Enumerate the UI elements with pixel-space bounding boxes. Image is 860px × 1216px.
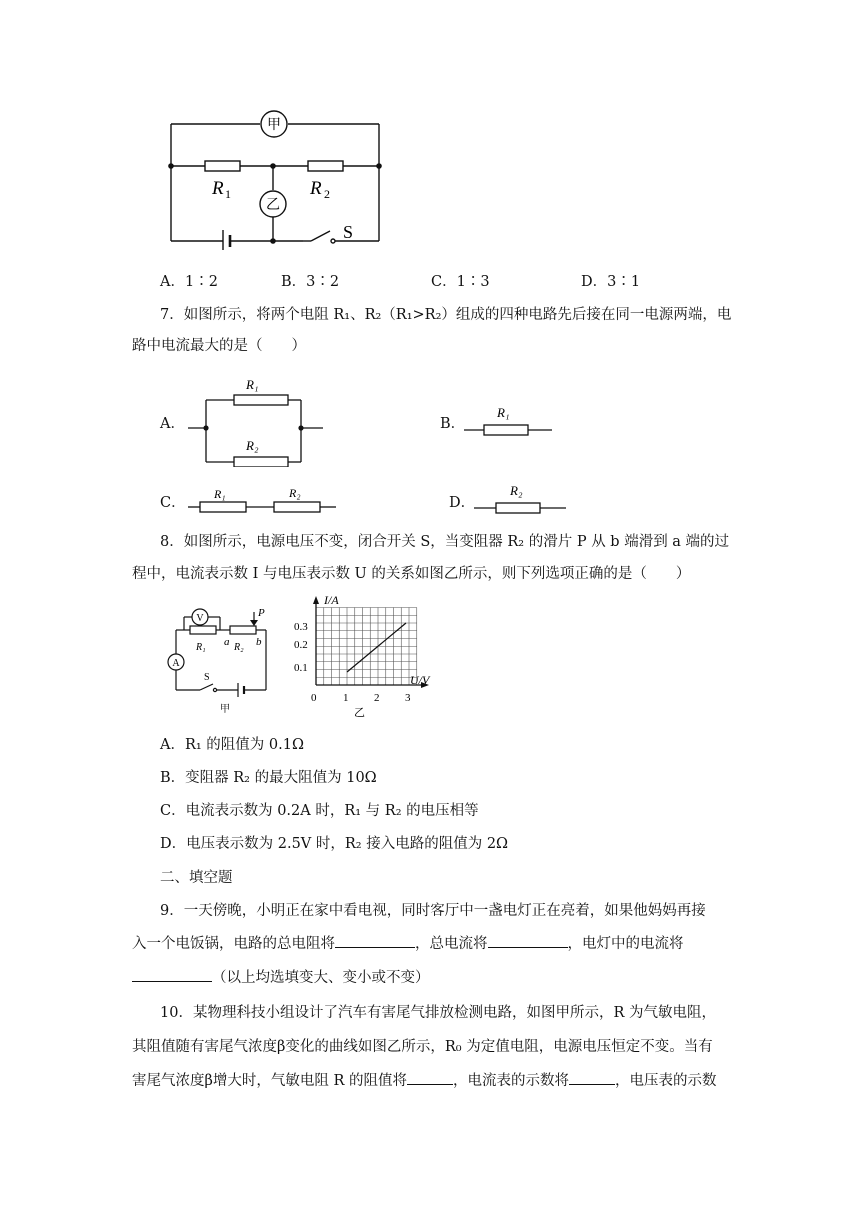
q7b-r1-label: R₁ [497,405,510,420]
q7-line2: 路中电流最大的是（ ） [132,338,306,354]
q9-text-c: ，电灯中的电流将 [567,936,684,952]
xtick-3: 3 [405,692,411,704]
q8-fig-yi-caption: 乙 [354,707,365,719]
q10-text-a: 害尾气浓度β增大时，气敏电阻 R 的阻值将 [132,1073,408,1089]
q7-line1: 7．如图所示，将两个电阻 R₁、R₂（R₁>R₂）组成的四种电路先后接在同一电源两端，电 [160,307,732,323]
q9-text-a: 入一个电饭锅，电路的总电阻将 [132,936,335,952]
r2-label: R [310,178,322,199]
r1-sub: 1 [225,187,231,201]
slider-p-label: P [258,607,265,619]
q6-option-a: A．1∶2 [160,274,218,290]
q10-blank-2[interactable] [569,1070,615,1085]
ytick-02: 0.2 [294,639,308,651]
ytick-01: 0.1 [294,662,308,674]
ammeter-label: A [172,658,180,669]
q8-iu-graph [290,590,440,720]
q7-option-c-label: C． [160,495,186,511]
q10-text-b: ，电流表的示数将 [453,1073,570,1089]
q8-option-a: A．R₁ 的阻值为 0.1Ω [160,737,305,753]
q8-line1: 8．如图所示，电源电压不变，闭合开关 S，当变阻器 R₂ 的滑片 P 从 b 端滑到 a 端的过 [160,534,730,550]
q8-switch-label: S [204,672,210,683]
q7-option-c-circuit [188,478,338,518]
q6-option-c: C．1∶3 [431,274,490,290]
q9-text-b: ，总电流将 [415,936,488,952]
q8-circuit-figure [160,600,285,715]
q7a-r1-label: R₁ [246,377,259,392]
q10-text-c: ，电压表的示数 [615,1073,717,1089]
q7-option-b-label: B． [440,416,466,432]
q8-line2: 程中，电流表示数 I 与电压表示数 U 的关系如图乙所示，则下列选项正确的是（ ） [132,566,691,582]
meter-jia-label: 甲 [267,118,281,133]
q8-option-c: C．电流表示数为 0.2A 时，R₁ 与 R₂ 的电压相等 [160,803,479,819]
q10-line1: 10．某物理科技小组设计了汽车有害尾气排放检测电路，如图甲所示，R 为气敏电阻， [160,1005,716,1021]
graph-grid [316,608,417,686]
q9-text-d: （以上均选填变大、变小或不变） [212,970,430,986]
q7-option-d-label: D． [449,495,476,511]
q7-option-a-circuit [188,372,328,467]
ytick-03: 0.3 [294,621,308,633]
q7-option-a-label: A． [160,416,185,432]
q8-option-d: D．电压表示数为 2.5V 时，R₂ 接入电路的阻值为 2Ω [160,836,509,852]
q9-blank-2[interactable] [488,933,568,948]
q6-option-b: B．3∶2 [281,274,340,290]
q10-blank-1[interactable] [407,1070,453,1085]
voltmeter-label: V [196,613,204,624]
r2-sub: 2 [324,187,330,201]
q9-line3 [132,966,430,987]
q9-line2 [132,932,684,953]
q6-circuit-figure [160,104,390,250]
xtick-0: 0 [311,692,317,704]
q8-r1-label: R₁ [196,642,206,653]
r1-label: R [212,178,224,199]
q7-option-b-circuit [464,400,559,440]
q8-r2-label: R₂ [234,642,244,653]
q8-option-b: B．变阻器 R₂ 的最大阻值为 10Ω [160,770,377,786]
q9-line1: 9．一天傍晚，小明正在家中看电视，同时客厅中一盏电灯正在亮着，如果他妈妈再接 [160,903,706,919]
q7a-r2-label: R₂ [246,438,259,453]
q10-line2: 其阻值随有害尾气浓度β变化的曲线如图乙所示，R₀ 为定值电阻，电源电压恒定不变。当有 [132,1039,713,1055]
section-fill-in-heading: 二、填空题 [160,870,233,886]
q10-line3 [132,1069,717,1090]
q8-fig-jia-caption: 甲 [220,704,230,715]
meter-yi-label: 乙 [266,198,280,213]
x-axis-label: U/V [410,673,430,687]
end-a-label: a [224,636,230,648]
q7c-r2-label: R₂ [289,486,301,500]
q6-option-d: D．3∶1 [581,274,641,290]
q7d-r2-label: R₂ [510,483,523,498]
q9-blank-1[interactable] [335,933,415,948]
y-axis-label: I/A [324,593,339,607]
q7c-r1-label: R₁ [214,487,226,501]
q9-blank-3[interactable] [132,967,212,982]
switch-label: S [343,222,354,242]
xtick-1: 1 [343,692,349,704]
iu-line [347,623,406,672]
q7-option-d-circuit [474,477,569,517]
end-b-label: b [256,636,262,648]
xtick-2: 2 [374,692,380,704]
